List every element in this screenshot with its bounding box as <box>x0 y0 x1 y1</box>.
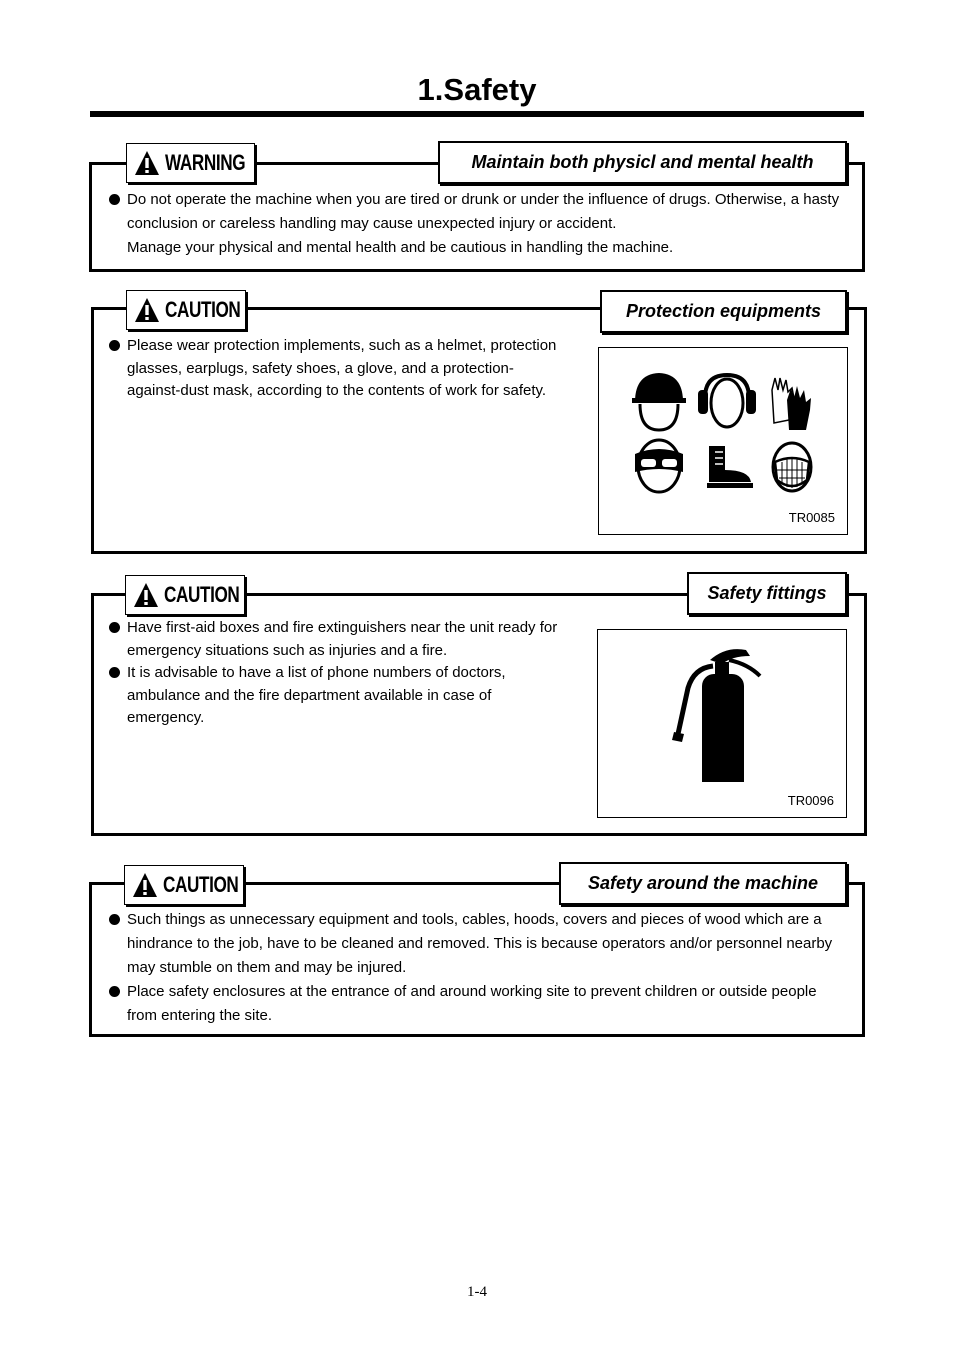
caution-triangle-icon <box>132 872 158 898</box>
caution-badge <box>126 290 246 330</box>
section-heading-protection: Protection equipments <box>600 290 847 333</box>
page-title: 1.Safety <box>417 72 537 107</box>
surroundings-bullet-list <box>109 908 849 1028</box>
protection-icons-group <box>599 348 846 533</box>
list-item: It is advisable to have a list of phone numbers of doctors, ambulance and the fire department available in case of emergency. <box>109 662 571 730</box>
safety-fittings-figure <box>597 629 847 818</box>
dust-mask-icon <box>773 443 811 491</box>
caution-badge <box>125 575 245 615</box>
section-heading-surroundings: Safety around the machine <box>559 862 847 905</box>
health-note: Manage your physical and mental health and be cautious in handling the machine. <box>127 239 674 256</box>
caution-badge <box>124 865 244 905</box>
figure-code-tr0085: TR0085 <box>788 510 835 525</box>
caution-triangle-icon <box>134 297 160 323</box>
title-divider <box>90 111 864 117</box>
section-heading-health: Maintain both physicl and mental health <box>438 141 847 184</box>
caution-badge-label: CAUTION <box>164 582 240 607</box>
list-item: Do not operate the machine when you are tired or drunk or under the influence of drugs. Otherwise, a hasty conclusion or careless handling may cause unexpected injury or accident. <box>109 188 851 236</box>
protection-equipment-figure <box>598 347 848 535</box>
gloves-icon <box>772 378 811 430</box>
earmuffs-icon <box>698 375 756 427</box>
caution-badge-label: CAUTION <box>165 297 241 322</box>
health-bullet-list <box>109 188 851 260</box>
goggles-icon <box>635 440 683 492</box>
protection-bullet-list <box>109 335 559 403</box>
helmet-icon <box>632 373 686 430</box>
fire-extinguisher-icon <box>598 630 845 816</box>
safety-boot-icon <box>707 446 753 488</box>
caution-badge-label: CAUTION <box>163 872 239 897</box>
warning-badge-label: WARNING <box>165 150 246 175</box>
caution-triangle-icon <box>133 582 159 608</box>
list-item: Such things as unnecessary equipment and tools, cables, hoods, covers and pieces of wood which are a hindrance to the job, have to be cleaned and removed. This is because operators and/or personnel nearby may stumble on them and may be injured. <box>109 908 849 980</box>
list-item: Please wear protection implements, such as a helmet, protection glasses, earplugs, safety shoes, a glove, and a protection-against-dust mask, according to the contents of work for safety. <box>109 335 559 403</box>
warning-badge <box>126 143 255 183</box>
fittings-bullet-list <box>109 617 571 730</box>
figure-code-tr0096: TR0096 <box>787 793 834 808</box>
page-number: 1-4 <box>467 1284 487 1300</box>
warning-triangle-icon <box>134 150 160 176</box>
section-heading-fittings: Safety fittings <box>687 572 847 615</box>
list-item: Have first-aid boxes and fire extinguishers near the unit ready for emergency situations such as injuries and a fire. <box>109 617 571 662</box>
list-item: Place safety enclosures at the entrance of and around working site to prevent children or outside people from entering the site. <box>109 980 849 1028</box>
